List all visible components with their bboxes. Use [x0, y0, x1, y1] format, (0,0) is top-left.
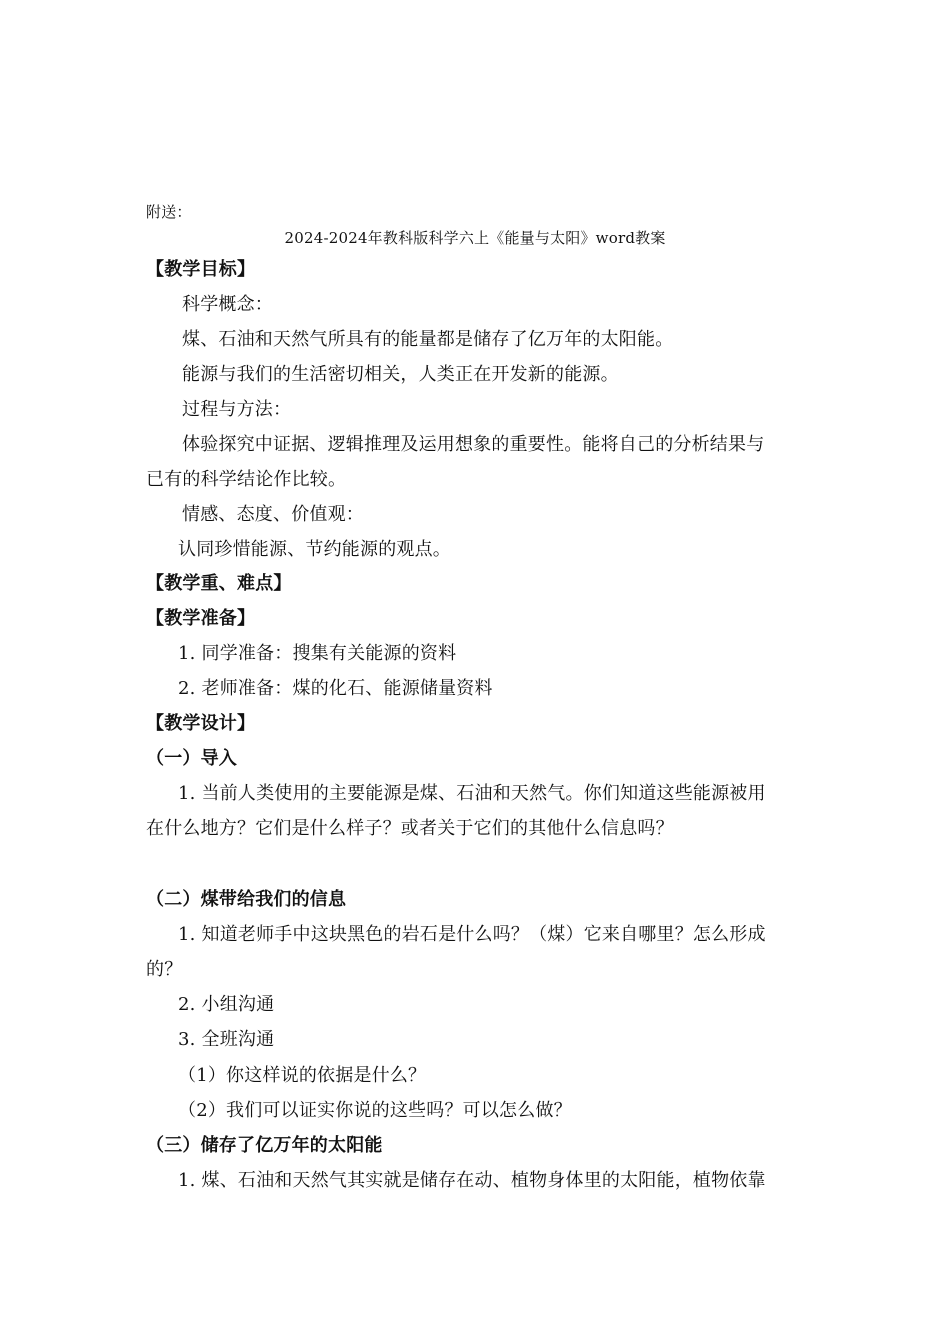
part2-line-3-1: （1）你这样说的依据是什么？: [178, 1065, 427, 1086]
part1-line-1b: 在什么地方？它们是什么样子？或者关于它们的其他什么信息吗？: [146, 818, 674, 839]
attitude-line-1: 认同珍惜能源、节约能源的观点。: [178, 539, 451, 560]
part1-heading: （一）导入: [146, 748, 237, 769]
part2-heading: （二）煤带给我们的信息: [146, 889, 347, 910]
design-heading: 【教学设计】: [146, 713, 256, 734]
goals-heading: 【教学目标】: [146, 259, 256, 280]
part1-line-1a: 1. 当前人类使用的主要能源是煤、石油和天然气。你们知道这些能源被用: [178, 783, 766, 804]
part3-heading: （三）储存了亿万年的太阳能: [146, 1135, 383, 1156]
preparation-item-2: 2. 老师准备：煤的化石、能源储量资料: [178, 678, 493, 699]
document-title: 2024-2024年教科版科学六上《能量与太阳》word教案: [284, 229, 666, 247]
concept-label: 科学概念：: [182, 294, 273, 315]
key-points-heading: 【教学重、难点】: [146, 573, 292, 594]
process-line-1a: 体验探究中证据、逻辑推理及运用想象的重要性。能将自己的分析结果与: [182, 434, 765, 455]
preparation-item-1: 1. 同学准备：搜集有关能源的资料: [178, 643, 457, 664]
part2-line-1a: 1. 知道老师手中这块黑色的岩石是什么吗？（煤）它来自哪里？怎么形成: [178, 924, 766, 945]
appendix-label: 附送：: [146, 203, 192, 221]
concept-line-1: 煤、石油和天然气所具有的能量都是储存了亿万年的太阳能。: [182, 329, 674, 350]
part2-line-1b: 的？: [146, 959, 183, 980]
concept-line-2: 能源与我们的生活密切相关，人类正在开发新的能源。: [182, 364, 619, 385]
process-line-1b: 已有的科学结论作比较。: [146, 469, 347, 490]
process-label: 过程与方法：: [182, 399, 292, 420]
attitude-label: 情感、态度、价值观：: [182, 504, 364, 525]
part2-line-3: 3. 全班沟通: [178, 1029, 275, 1050]
part2-line-2: 2. 小组沟通: [178, 994, 275, 1015]
preparation-heading: 【教学准备】: [146, 608, 256, 629]
part3-line-1a: 1. 煤、石油和天然气其实就是储存在动、植物身体里的太阳能，植物依靠: [178, 1170, 766, 1191]
part2-line-3-2: （2）我们可以证实你说的这些吗？可以怎么做？: [178, 1100, 572, 1121]
